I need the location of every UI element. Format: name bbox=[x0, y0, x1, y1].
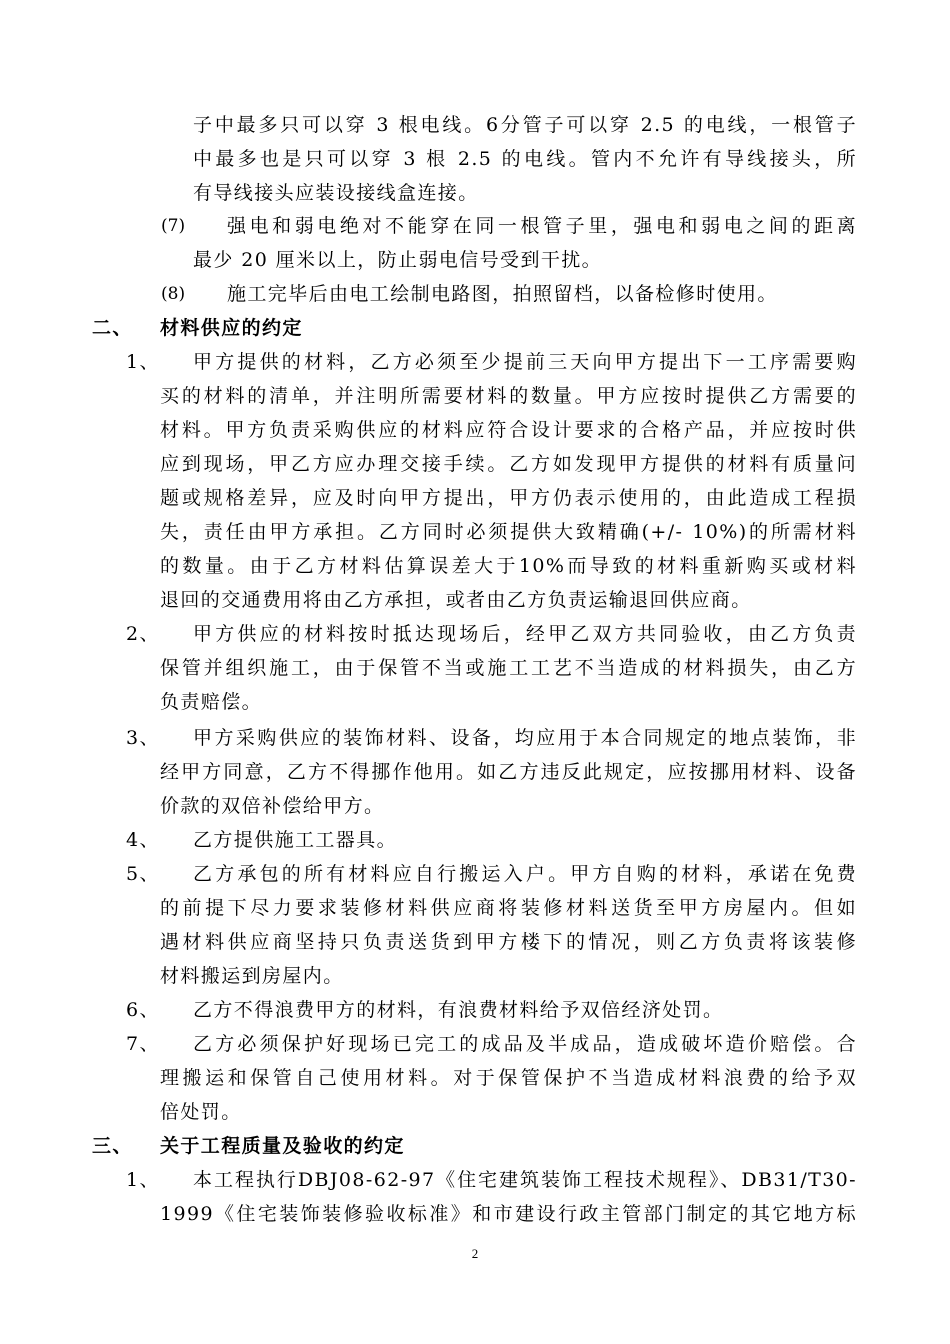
s2-item1-line-5: 题或规格差异，应及时向甲方提出，甲方仍表示使用的，由此造成工程损 bbox=[160, 487, 857, 509]
s2-item5-line-4: 材料搬运到房屋内。 bbox=[160, 965, 344, 987]
s2-item4-number: 4、 bbox=[126, 829, 160, 851]
continuation-line-2: 中最多也是只可以穿 3 根 2.5 的电线。管内不允许有导线接头，所 bbox=[193, 148, 857, 170]
section2-title: 材料供应的约定 bbox=[160, 317, 303, 339]
s2-item3-line-3: 价款的双倍补偿给甲方。 bbox=[160, 795, 385, 817]
item8-number: (8) bbox=[161, 284, 186, 304]
section3-title: 关于工程质量及验收的约定 bbox=[160, 1135, 405, 1157]
s3-item1-line-2: 1999《住宅装饰装修验收标准》和市建设行政主管部门制定的其它地方标 bbox=[160, 1203, 857, 1225]
continuation-line-3: 有导线接头应装设接线盒连接。 bbox=[193, 182, 479, 204]
s2-item6-number: 6、 bbox=[126, 999, 160, 1021]
page-number: 2 bbox=[471, 1246, 479, 1261]
s2-item3-line-2: 经甲方同意，乙方不得挪作他用。如乙方违反此规定，应按挪用材料、设备 bbox=[160, 761, 857, 783]
section2-number: 二、 bbox=[92, 317, 133, 339]
s3-item1-number: 1、 bbox=[126, 1169, 160, 1191]
s2-item2-line-2: 保管并组织施工，由于保管不当或施工工艺不当造成的材料损失，由乙方 bbox=[160, 657, 857, 679]
s2-item6-line-1: 乙方不得浪费甲方的材料，有浪费材料给予双倍经济处罚。 bbox=[193, 999, 724, 1021]
s2-item1-line-6: 失，责任由甲方承担。乙方同时必须提供大致精确(+/- 10%)的所需材料 bbox=[160, 521, 857, 543]
s2-item5-number: 5、 bbox=[126, 863, 160, 885]
s2-item7-line-1: 乙方必须保护好现场已完工的成品及半成品，造成破坏造价赔偿。合 bbox=[193, 1033, 857, 1055]
s2-item7-line-3: 倍处罚。 bbox=[160, 1101, 242, 1123]
s2-item7-number: 7、 bbox=[126, 1033, 160, 1055]
s2-item2-line-3: 负责赔偿。 bbox=[160, 691, 263, 713]
s2-item2-line-1: 甲方供应的材料按时抵达现场后，经甲乙双方共同验收，由乙方负责 bbox=[193, 623, 857, 645]
s2-item5-line-1: 乙方承包的所有材料应自行搬运入户。甲方自购的材料，承诺在免费 bbox=[193, 863, 857, 885]
item7-line-1: 强电和弱电绝对不能穿在同一根管子里，强电和弱电之间的距离 bbox=[227, 215, 857, 237]
s2-item1-number: 1、 bbox=[126, 351, 160, 373]
s2-item4-line-1: 乙方提供施工工器具。 bbox=[193, 829, 398, 851]
section3-number: 三、 bbox=[92, 1135, 133, 1157]
s2-item3-number: 3、 bbox=[126, 727, 160, 749]
item7-number: (7) bbox=[161, 216, 186, 236]
s2-item2-number: 2、 bbox=[126, 623, 160, 645]
s2-item1-line-2: 买的材料的清单，并注明所需要材料的数量。甲方应按时提供乙方需要的 bbox=[160, 385, 857, 407]
s2-item1-line-1: 甲方提供的材料，乙方必须至少提前三天向甲方提出下一工序需要购 bbox=[193, 351, 857, 373]
s2-item1-line-7: 的数量。由于乙方材料估算误差大于10%而导致的材料重新购买或材料 bbox=[160, 555, 857, 577]
s2-item3-line-1: 甲方采购供应的装饰材料、设备，均应用于本合同规定的地点装饰，非 bbox=[193, 727, 857, 749]
s2-item1-line-8: 退回的交通费用将由乙方承担，或者由乙方负责运输退回供应商。 bbox=[160, 589, 752, 611]
item8-text: 施工完毕后由电工绘制电路图，拍照留档，以备检修时使用。 bbox=[227, 283, 778, 305]
item7-line-2: 最少 20 厘米以上，防止弱电信号受到干扰。 bbox=[193, 249, 603, 271]
s2-item5-line-2: 的前提下尽力要求装修材料供应商将装修材料送货至甲方房屋内。但如 bbox=[160, 897, 857, 919]
continuation-line-1: 子中最多只可以穿 3 根电线。6分管子可以穿 2.5 的电线，一根管子 bbox=[193, 114, 857, 136]
s2-item1-line-4: 应到现场，甲乙方应办理交接手续。乙方如发现甲方提供的材料有质量问 bbox=[160, 453, 857, 475]
s3-item1-line-1: 本工程执行DBJ08-62-97《住宅建筑装饰工程技术规程》、DB31/T30- bbox=[193, 1169, 857, 1191]
s2-item1-line-3: 材料。甲方负责采购供应的材料应符合设计要求的合格产品，并应按时供 bbox=[160, 419, 857, 441]
s2-item7-line-2: 理搬运和保管自己使用材料。对于保管保护不当造成材料浪费的给予双 bbox=[160, 1067, 857, 1089]
s2-item5-line-3: 遇材料供应商坚持只负责送货到甲方楼下的情况，则乙方负责将该装修 bbox=[160, 931, 857, 953]
